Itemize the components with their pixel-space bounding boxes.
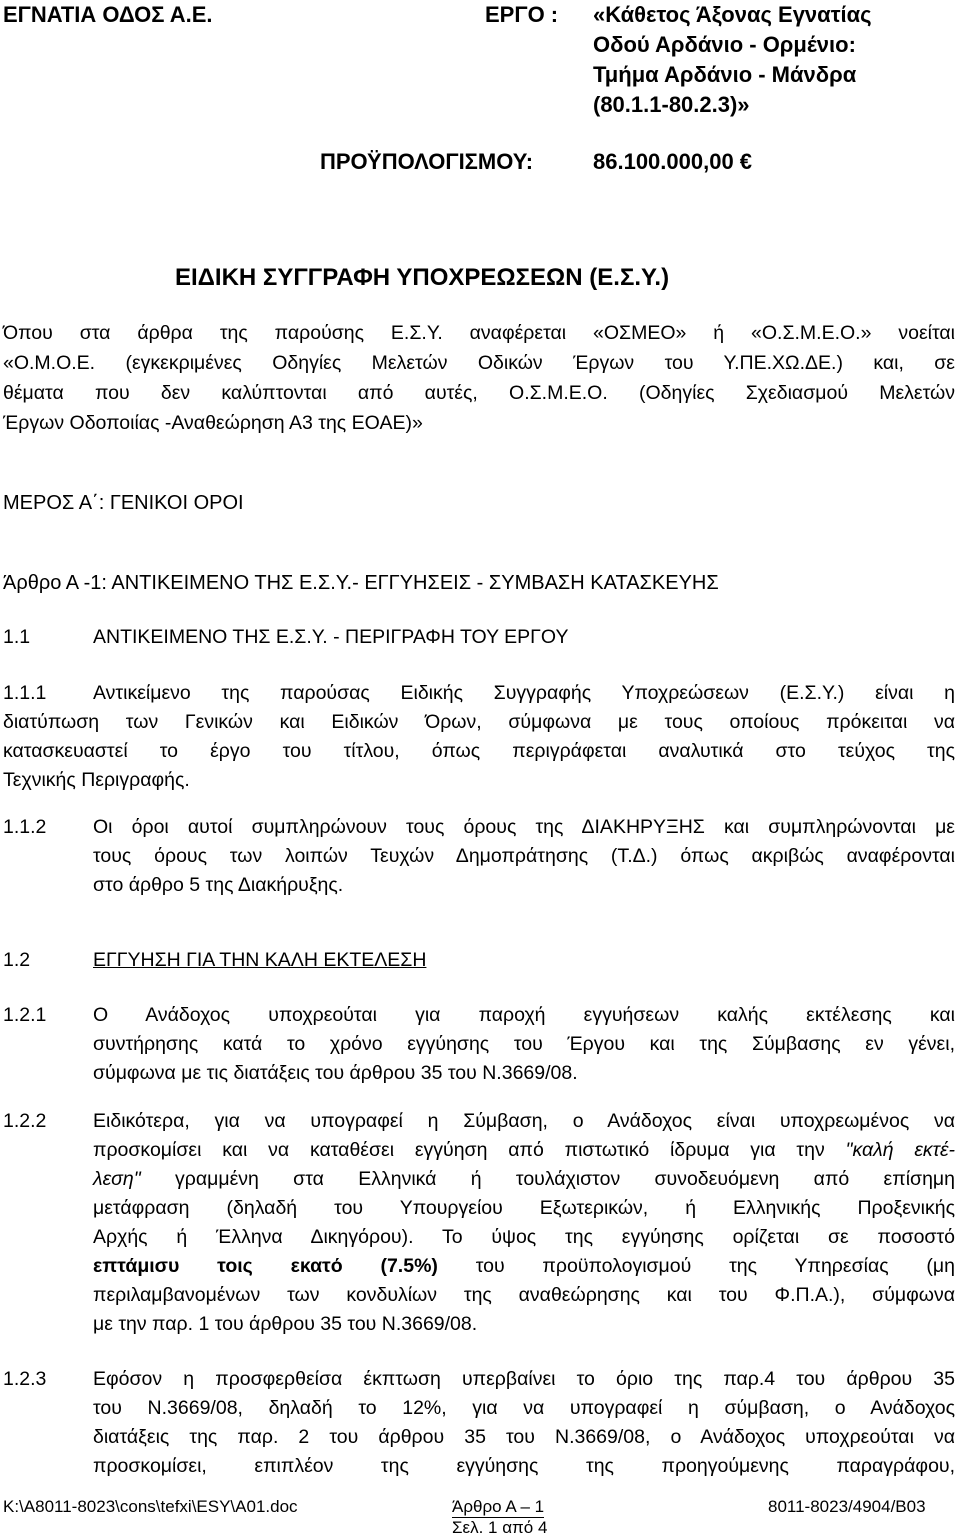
paragraph-line: διατάξεις της παρ. 2 του άρθρου 35 του Ν.3669/08, ο Ανάδοχος υποχρεούται να [93, 1426, 955, 1448]
intro-line-1: Όπου στα άρθρα της παρούσης Ε.Σ.Υ. αναφέρεται «ΟΣΜΕΟ» ή «Ο.Σ.Μ.Ε.Ο.» νοείται [3, 322, 955, 344]
project-line-4: (80.1.1-80.2.3)» [593, 92, 750, 117]
paragraph-line: του Ν.3669/08, δηλαδή το 12%, για να υπογραφεί η σύμβαση, ο Ανάδοχος [93, 1397, 955, 1419]
paragraph-line: μετάφραση (δηλαδή του Υπουργείου Εξωτερικών, ή Ελληνικής Προξενικής [93, 1197, 955, 1219]
italic-quote: λεση" [93, 1168, 141, 1190]
italic-quote: "καλή εκτέ- [845, 1139, 956, 1161]
paragraph-line: Αρχής ή Έλληνα Δικηγόρου). Το ύψος της εγγύησης ορίζεται σε ποσοστό [93, 1226, 955, 1248]
project-line-2: Οδού Αρδάνιο - Ορμένιο: [593, 32, 856, 57]
article-title: Άρθρο Α -1: ΑΝΤΙΚΕΙΜΕΝΟ ΤΗΣ Ε.Σ.Υ.- ΕΓΓΥΗΣΕΙΣ - ΣΥΜΒΑΣΗ ΚΑΤΑΣΚΕΥΗΣ [3, 572, 719, 594]
paragraph-line: προσκομίσει, επιπλέον της εγγύησης της προηγούμενης παραγράφου, [93, 1455, 955, 1477]
paragraph-line: λεση" γραμμένη στα Ελληνικά ή τουλάχιστον συνοδευόμενη από επίσημη [93, 1168, 955, 1190]
section-title: ΕΓΓΥΗΣΗ ΓΙΑ ΤΗΝ ΚΑΛΗ ΕΚΤΕΛΕΣΗ [93, 949, 427, 971]
paragraph-line: με την παρ. 1 του άρθρου 35 του Ν.3669/08. [93, 1313, 478, 1335]
paragraph-number: 1.2.3 [3, 1368, 47, 1390]
budget-label: ΠΡΟΫΠΟΛΟΓΙΣΜΟΥ: [320, 149, 534, 174]
footer-article: Άρθρο Α – 1 [452, 1497, 545, 1516]
document-title: ΕΙΔΙΚΗ ΣΥΓΓΡΑΦΗ ΥΠΟΧΡΕΩΣΕΩΝ (Ε.Σ.Υ.) [175, 264, 670, 291]
paragraph-line: τους όρους των λοιπών Τευχών Δημοπράτησης (Τ.Δ.) όπως ακριβώς αναφέρονται [93, 845, 955, 867]
paragraph-line: στο άρθρο 5 της Διακήρυξης. [93, 874, 344, 896]
paragraph-number: 1.1.2 [3, 816, 47, 838]
section-number: 1.2 [3, 949, 31, 971]
paragraph-line: Αντικείμενο της παρούσας Ειδικής Συγγραφής Υποχρεώσεων (Ε.Σ.Υ.) είναι η [93, 682, 955, 704]
paragraph-line: Τεχνικής Περιγραφής. [3, 769, 190, 791]
company-name: ΕΓΝΑΤΙΑ ΟΔΟΣ Α.Ε. [3, 2, 213, 27]
paragraph-line: συντήρησης κατά το χρόνο εγγύησης του Έργου και της Σύμβασης εν γένει, [93, 1033, 955, 1055]
project-line-3: Τμήμα Αρδάνιο - Μάνδρα [593, 62, 857, 87]
paragraph-line: διατύπωση των Γενικών και Ειδικών Όρων, σύμφωνα με τους οποίους πρόκειται να [3, 711, 955, 733]
paragraph-number: 1.2.1 [3, 1004, 47, 1026]
section-number: 1.1 [3, 626, 31, 648]
paragraph-line: Οι όροι αυτοί συμπληρώνουν τους όρους της ΔΙΑΚΗΡΥΞΗΣ και συμπληρώνονται με [93, 816, 955, 838]
section-title: ΑΝΤΙΚΕΙΜΕΝΟ ΤΗΣ Ε.Σ.Υ. - ΠΕΡΙΓΡΑΦΗ ΤΟΥ ΕΡΓΟΥ [93, 626, 569, 648]
paragraph-line: Εφόσον η προσφερθείσα έκπτωση υπερβαίνει το όριο της παρ.4 του άρθρου 35 [93, 1368, 955, 1390]
paragraph-line: Ειδικότερα, για να υπογραφεί η Σύμβαση, ο Ανάδοχος είναι υποχρεωμένος να [93, 1110, 955, 1132]
paragraph-line: Ο Ανάδοχος υποχρεούται για παροχή εγγυήσεων καλής εκτέλεσης και [93, 1004, 955, 1026]
paragraph-line: σύμφωνα με τις διατάξεις του άρθρου 35 του Ν.3669/08. [93, 1062, 578, 1084]
paragraph-line: επτάμισυ τοις εκατό (7.5%) του προϋπολογισμού της Υπηρεσίας (μη [93, 1255, 955, 1277]
project-line-1: «Κάθετος Άξονας Εγνατίας [593, 2, 872, 27]
footer-document-code: 8011-8023/4904/B03 [768, 1497, 926, 1516]
paragraph-line: κατασκευαστεί το έργο του τίτλου, όπως περιγράφεται αναλυτικά στο τεύχος της [3, 740, 955, 762]
paragraph-number: 1.1.1 [3, 682, 47, 704]
paragraph-line: περιλαμβανομένων των κονδυλίων της αναθεώρησης και του Φ.Π.Α.), σύμφωνα [93, 1284, 955, 1306]
footer-page-number: Σελ. 1 από 4 [452, 1518, 548, 1537]
project-label: ΕΡΓΟ : [485, 2, 559, 27]
paragraph-number: 1.2.2 [3, 1110, 47, 1132]
part-title: ΜΕΡΟΣ Α΄: ΓΕΝΙΚΟΙ ΟΡΟΙ [3, 492, 244, 514]
budget-value: 86.100.000,00 € [593, 149, 753, 174]
footer-file-path: K:\A8011-8023\cons\tefxi\ESY\A01.doc [3, 1497, 298, 1516]
intro-line-4: Έργων Οδοποιίας -Αναθεώρηση Α3 της ΕΟΑΕ)» [3, 412, 423, 434]
intro-line-3: θέματα που δεν καλύπτονται από αυτές, Ο.Σ.Μ.Ε.Ο. (Οδηγίες Σχεδιασμού Μελετών [3, 382, 955, 404]
paragraph-line: προσκομίσει και να καταθέσει εγγύηση από πιστωτικό ίδρυμα για την "καλή εκτέ- [93, 1139, 956, 1161]
intro-line-2: «Ο.Μ.Ο.Ε. (εγκεκριμένες Οδηγίες Μελετών Οδικών Έργων του Υ.ΠΕ.ΧΩ.ΔΕ.) και, σε [3, 352, 955, 374]
bold-percentage: επτάμισυ τοις εκατό (7.5%) [93, 1255, 438, 1277]
